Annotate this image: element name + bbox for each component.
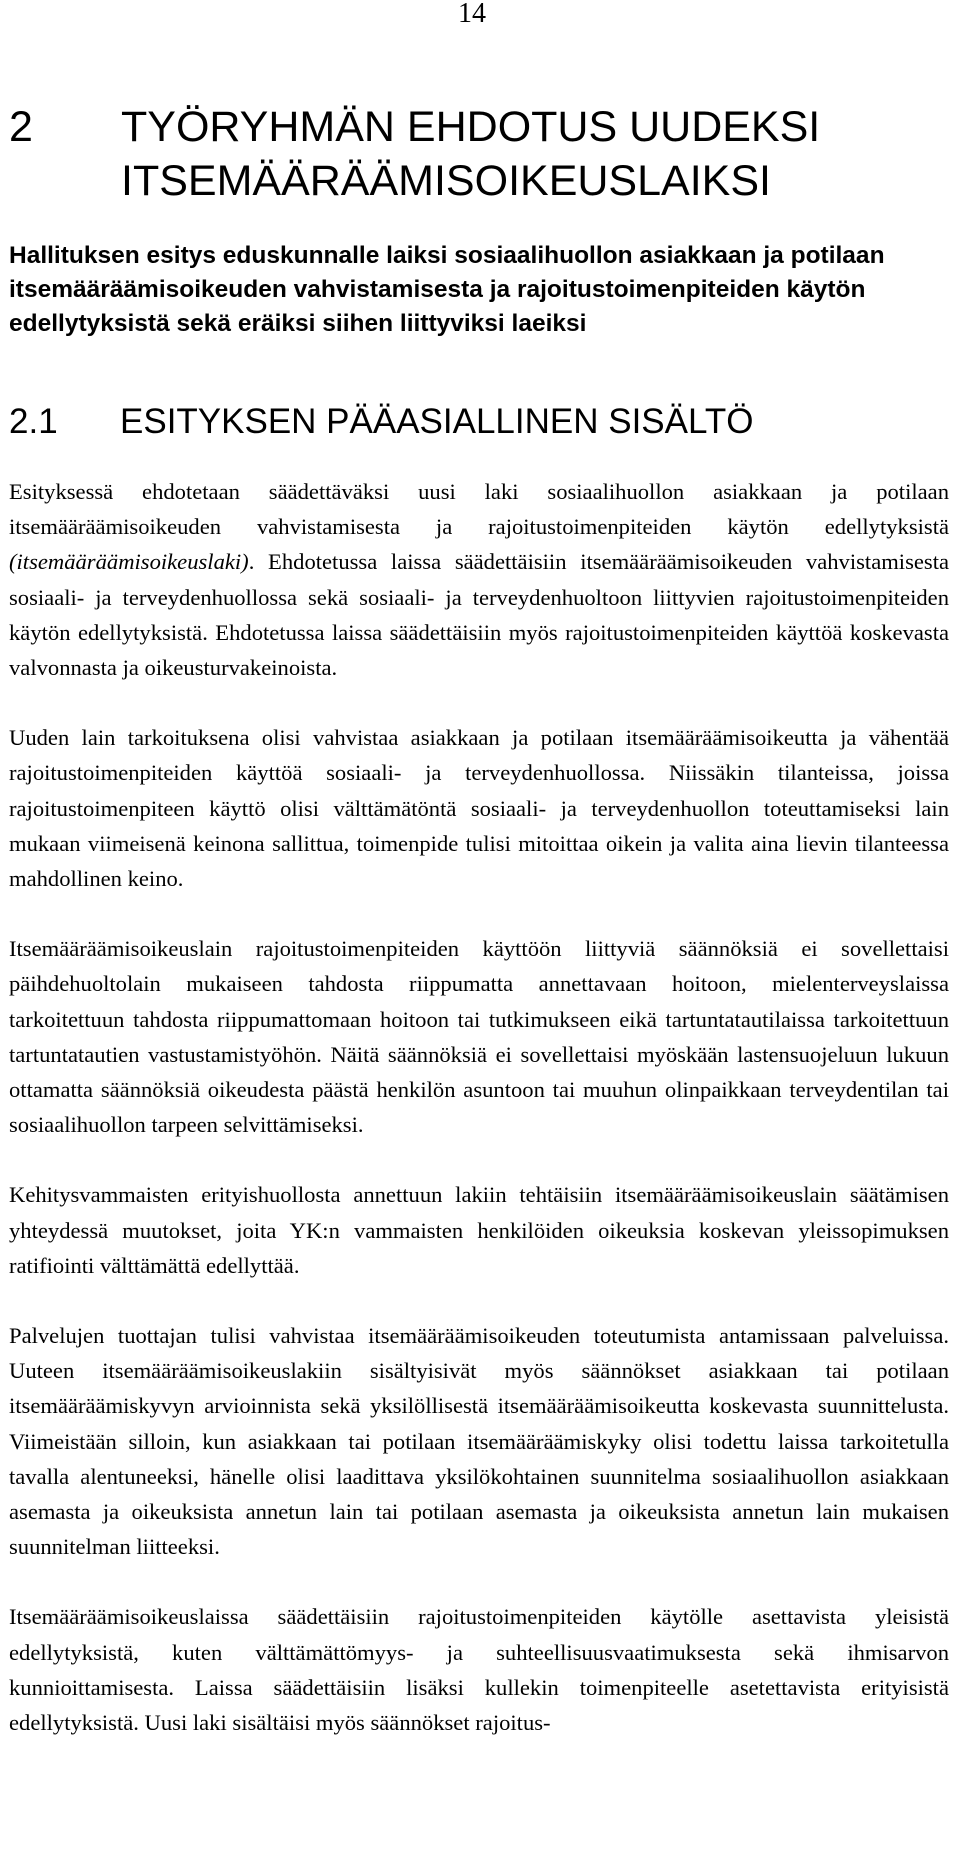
- paragraph-2: Uuden lain tarkoituksena olisi vahvistaa asiakkaan ja potilaan itsemääräämisoikeutta ja vähentää rajoitustoimenpiteiden käyttöä sosiaali- ja terveydenhuollossa. Niissäkin tilanteissa, joissa rajoitustoimenpiteen käyttö olisi välttämätöntä sosiaali- ja terveydenhuollon toteuttamiseksi lain mukaan viimeisenä keinona sallittua, toimenpide tulisi mitoittaa oikein ja valita aina lievin tilanteessa mahdollinen keino.: [9, 725, 949, 892]
- paragraph-3: Itsemääräämisoikeuslain rajoitustoimenpiteiden käyttöön liittyviä säännöksiä ei sovellettaisi päihdehuoltolain mukaiseen tahdosta riippumatta annettavaan hoitoon, mielenterveyslaissa tarkoitettuun tahdosta riippumattomaan hoitoon tai tutkimukseen eikä tartuntatautilaissa tarkoitettuun tartuntatautien vastustamistyöhön. Näitä säännöksiä ei sovellettaisi myöskään lastensuojeluun lukuun ottamatta säännöksiä oikeudesta päästä henkilön asuntoon tai muuhun olinpaikkaan terveydentilan tai sosiaalihuollon tarpeen selvittämiseksi.: [9, 936, 949, 1138]
- paragraph-1-end: . Ehdotetussa laissa säädettäisiin itsemääräämisoikeuden vahvistamisesta sosiaali- ja terveydenhuollossa sekä sosiaali- ja terveydenhuoltoon liittyvien rajoitustoimenpiteiden käytön edellytyksistä. Ehdotetussa laissa säädettäisiin myös rajoitustoimenpiteiden käyttöä koskevasta valvonnasta ja oikeusturvakeinoista.: [9, 549, 949, 681]
- body-text: [9, 474, 949, 1775]
- bill-title: Hallituksen esitys eduskunnalle laiksi sosiaalihuollon asiakkaan ja potilaan itsemääräämisoikeuden vahvistamisesta ja rajoitustoimenpiteiden käytön edellytyksistä sekä eräiksi siihen liittyviksi laeiksi: [9, 242, 885, 337]
- paragraph-6: Itsemääräämisoikeuslaissa säädettäisiin rajoitustoimenpiteiden käytölle asettavista yleisistä edellytyksistä, kuten välttämättömyys- ja suhteellisuusvaatimuksesta sekä ihmisarvon kunnioittamisesta. Laissa säädettäisiin lisäksi kullekin toimenpiteelle asetettavista erityisistä edellytyksistä. Uusi laki sisältäisi myös säännökset rajoitus-: [9, 1604, 949, 1736]
- chapter-number: 2: [9, 103, 33, 151]
- paragraph-1: [9, 474, 949, 685]
- page-number: 14: [458, 0, 486, 29]
- law-short-name: (itsemääräämisoikeuslaki): [9, 549, 249, 575]
- section-title: ESITYKSEN PÄÄASIALLINEN SISÄLTÖ: [120, 402, 754, 441]
- chapter-title: TYÖRYHMÄN EHDOTUS UUDEKSI ITSEMÄÄRÄÄMISOIKEUSLAIKSI: [121, 103, 821, 205]
- paragraph-4: Kehitysvammaisten erityishuollosta annettuun lakiin tehtäisiin itsemääräämisoikeuslain säätämisen yhteydessä muutokset, joita YK:n vammaisten henkilöiden oikeuksia koskevan yleissopimuksen ratifiointi välttämättä edellyttää.: [9, 1182, 949, 1278]
- section-heading: [9, 398, 949, 446]
- paragraph-1-start: Esityksessä ehdotetaan säädettäväksi uusi laki sosiaalihuollon asiakkaan ja potilaan itsemääräämisoikeuden vahvistamisesta ja rajoitustoimenpiteiden käytön edellytyksistä: [9, 479, 949, 540]
- paragraph-5: Palvelujen tuottajan tulisi vahvistaa itsemääräämisoikeuden toteutumista antamissaan palveluissa. Uuteen itsemääräämisoikeuslakiin sisältyisivät myös säännökset asiakkaan tai potilaan itsemääräämiskyvyn arvioinnista sekä yksilöllisestä itsemääräämisoikeutta koskevasta suunnittelusta. Viimeistään silloin, kun asiakkaan tai potilaan itsemääräämiskyky olisi todettu laissa tarkoitetulla tavalla alentuneeksi, hänelle olisi laadittava yksilökohtainen suunnitelma sosiaalihuollon asiakkaan asemasta ja oikeuksista annetun lain tai potilaan asemasta ja oikeuksista annetun lain mukaisen suunnitelman liitteeksi.: [9, 1323, 949, 1560]
- chapter-heading: [9, 100, 949, 208]
- section-number: 2.1: [9, 402, 58, 441]
